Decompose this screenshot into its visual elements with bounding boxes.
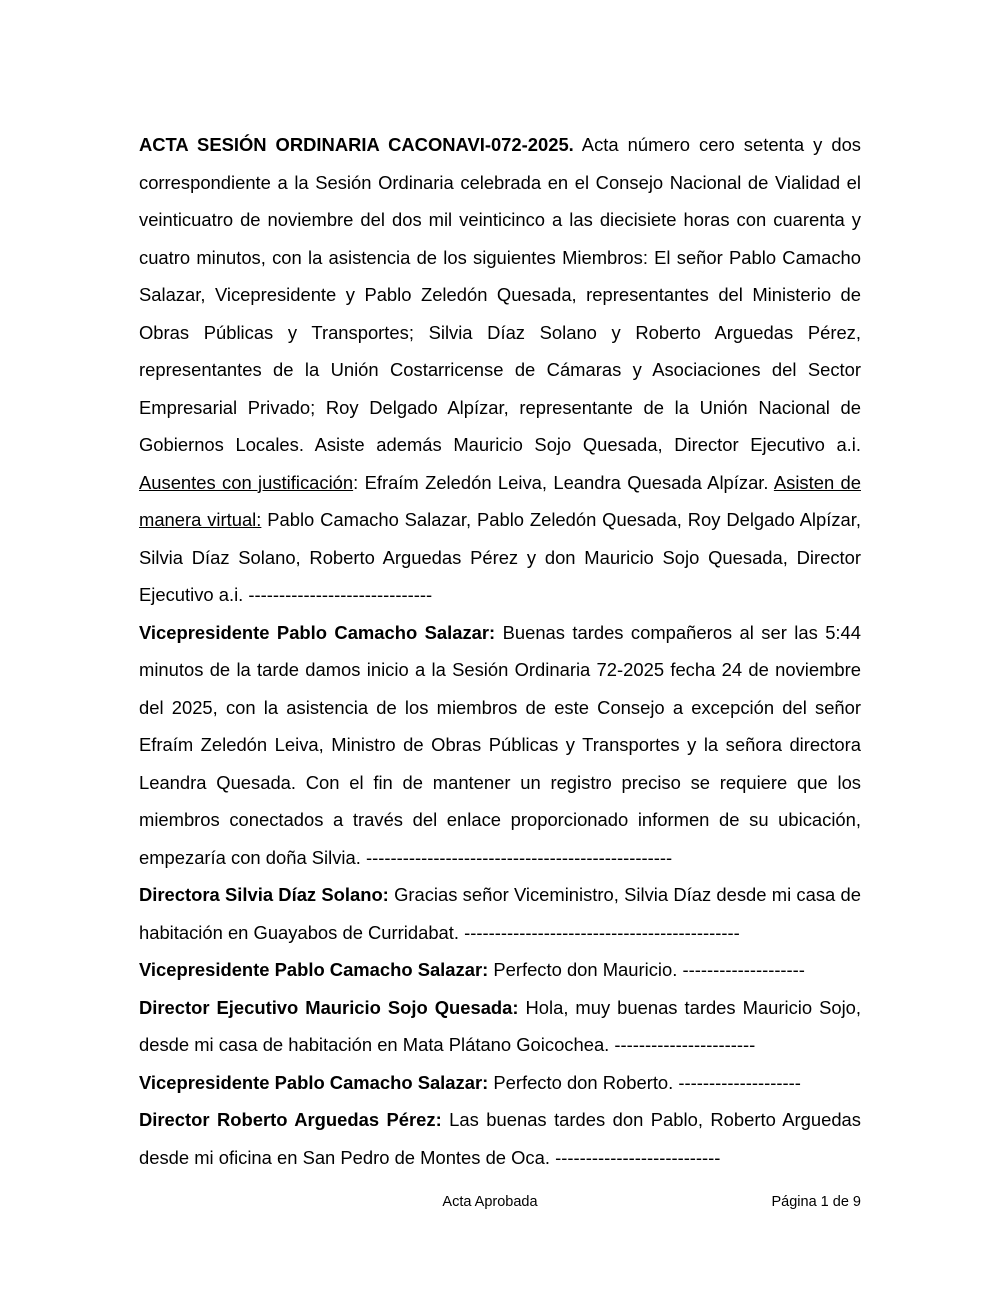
statement-text: Perfecto don Roberto. -------------------- <box>488 1071 801 1093</box>
minutes-body <box>139 126 861 1176</box>
virtual-label: Asisten de manera virtual: <box>139 471 861 530</box>
page-footer <box>139 1194 861 1216</box>
statement-text: Gracias señor Viceministro, Silvia Díaz desde mi casa de habitación en Guayabos de Curridabat. --------------------------------------------- <box>139 884 861 943</box>
statement-text: Buenas tardes compañeros al ser las 5:44 minutos de la tarde damos inicio a la Sesión Ordinaria 72-2025 fecha 24 de noviembre del 2025, con la asistencia de los miembros de este Consejo a excepción del señor Efraím Zeledón Leiva, Ministro de Obras Públicas y Transportes y la señora directora Leandra Quesada. Con el fin de mantener un registro preciso se requiere que los miembros conectados a través del enlace proporcionado informen de su ubicación, empezaría con doña Silvia. -------------------------------------------------- <box>139 621 861 868</box>
paragraph-statement <box>139 1101 861 1176</box>
paragraph-statement <box>139 614 861 877</box>
speaker-name: Director Ejecutivo Mauricio Sojo Quesada: <box>139 996 519 1018</box>
absent-label: Ausentes con justificación <box>139 471 354 493</box>
virtual-names: Pablo Camacho Salazar, Pablo Zeledón Quesada, Roy Delgado Alpízar, Silvia Díaz Solano, Roberto Arguedas Pérez y don Mauricio Sojo Quesada, Director Ejecutivo a.i. ------------------------------ <box>139 509 861 605</box>
act-title: ACTA SESIÓN ORDINARIA CACONAVI-072-2025. <box>139 134 574 155</box>
speaker-name: Director Roberto Arguedas Pérez: <box>139 1109 442 1130</box>
speaker-name: Vicepresidente Pablo Camacho Salazar: <box>139 1071 489 1093</box>
paragraph-statement <box>139 876 861 951</box>
speaker-name: Vicepresidente Pablo Camacho Salazar: <box>139 959 489 980</box>
footer-page-number: Página 1 de 9 <box>771 1194 861 1210</box>
paragraph-header <box>139 126 861 614</box>
speaker-name: Directora Silvia Díaz Solano: <box>139 884 389 905</box>
act-intro-text: Acta número cero setenta y dos correspondiente a la Sesión Ordinaria celebrada en el Consejo Nacional de Vialidad el veinticuatro de noviembre del dos mil veinticinco a las diecisiete horas con cuarenta y cuatro minutos, con la asistencia de los siguientes Miembros: El señor Pablo Camacho Salazar, Vicepresidente y Pablo Zeledón Quesada, representantes del Ministerio de Obras Públicas y Transportes; Silvia Díaz Solano y Roberto Arguedas Pérez, representantes de la Unión Costarricense de Cámaras y Asociaciones del Sector Empresarial Privado; Roy Delgado Alpízar, representante de la Unión Nacional de Gobiernos Locales. Asiste además Mauricio Sojo Quesada, Director Ejecutivo a.i. <box>139 134 862 455</box>
paragraph-statement <box>139 951 861 989</box>
statement-text: Las buenas tardes don Pablo, Roberto Arguedas desde mi oficina en San Pedro de Montes de Oca. --------------------------- <box>139 1109 861 1168</box>
statement-text: Perfecto don Mauricio. -------------------- <box>488 959 805 980</box>
footer-status: Acta Aprobada <box>442 1194 538 1210</box>
paragraph-statement <box>139 1064 861 1102</box>
absent-names: : Efraím Zeledón Leiva, Leandra Quesada Alpízar. <box>353 471 774 493</box>
speaker-name: Vicepresidente Pablo Camacho Salazar: <box>139 621 496 643</box>
paragraph-statement <box>139 989 861 1064</box>
statement-text: Hola, muy buenas tardes Mauricio Sojo, desde mi casa de habitación en Mata Plátano Goicochea. ----------------------- <box>139 996 861 1055</box>
